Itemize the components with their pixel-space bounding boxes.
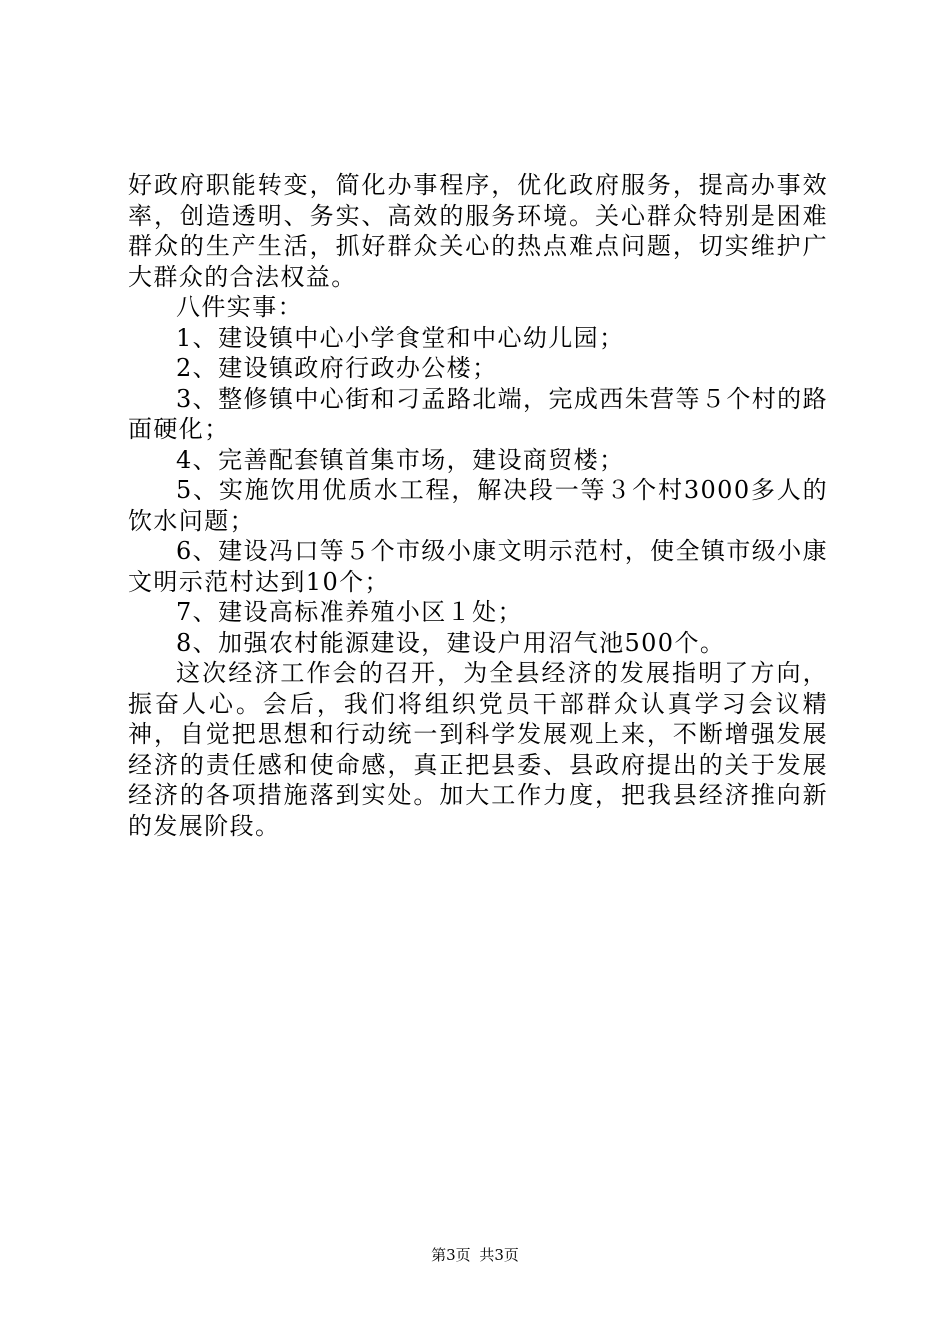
- paragraph-intro-continuation: 好政府职能转变，简化办事程序，优化政府服务，提高办事效率，创造透明、务实、高效的服务环境。关心群众特别是困难群众的生产生活，抓好群众关心的热点难点问题，切实维护广大群众的合法权益。: [128, 171, 828, 291]
- list-item-task-6: 6、建设冯口等５个市级小康文明示范村，使全镇市级小康文明示范村达到10个；: [128, 537, 828, 596]
- page-number: 第3页: [431, 1246, 471, 1264]
- page-footer: [0, 1246, 950, 1264]
- paragraph-conclusion: 这次经济工作会的召开，为全县经济的发展指明了方向，振奋人心。会后，我们将组织党员干部群众认真学习会议精神，自觉把思想和行动统一到科学发展观上来，不断增强发展经济的责任感和使命感，真正把县委、县政府提出的关于发展经济的各项措施落到实处。加大工作力度，把我县经济推向新的发展阶段。: [128, 659, 828, 840]
- list-item-task-2: 2、建设镇政府行政办公楼；: [176, 354, 498, 382]
- list-item-task-8: 8、加强农村能源建设，建设户用沼气池500个。: [176, 628, 726, 657]
- list-item-task-4: 4、完善配套镇首集市场，建设商贸楼；: [176, 445, 625, 474]
- page-total: 共3页: [479, 1246, 519, 1264]
- list-item-task-3: 3、整修镇中心街和刁孟路北端，完成西朱营等５个村的路面硬化；: [128, 384, 828, 443]
- list-item-task-7: 7、建设高标准养殖小区１处；: [176, 598, 523, 626]
- paragraph-eight-tasks-heading: 八件实事：: [176, 293, 303, 321]
- document-body: [128, 170, 828, 841]
- list-item-task-1: 1、建设镇中心小学食堂和中心幼儿园；: [176, 323, 625, 352]
- list-item-task-5: 5、实施饮用优质水工程，解决段一等３个村3000多人的饮水问题；: [128, 476, 828, 535]
